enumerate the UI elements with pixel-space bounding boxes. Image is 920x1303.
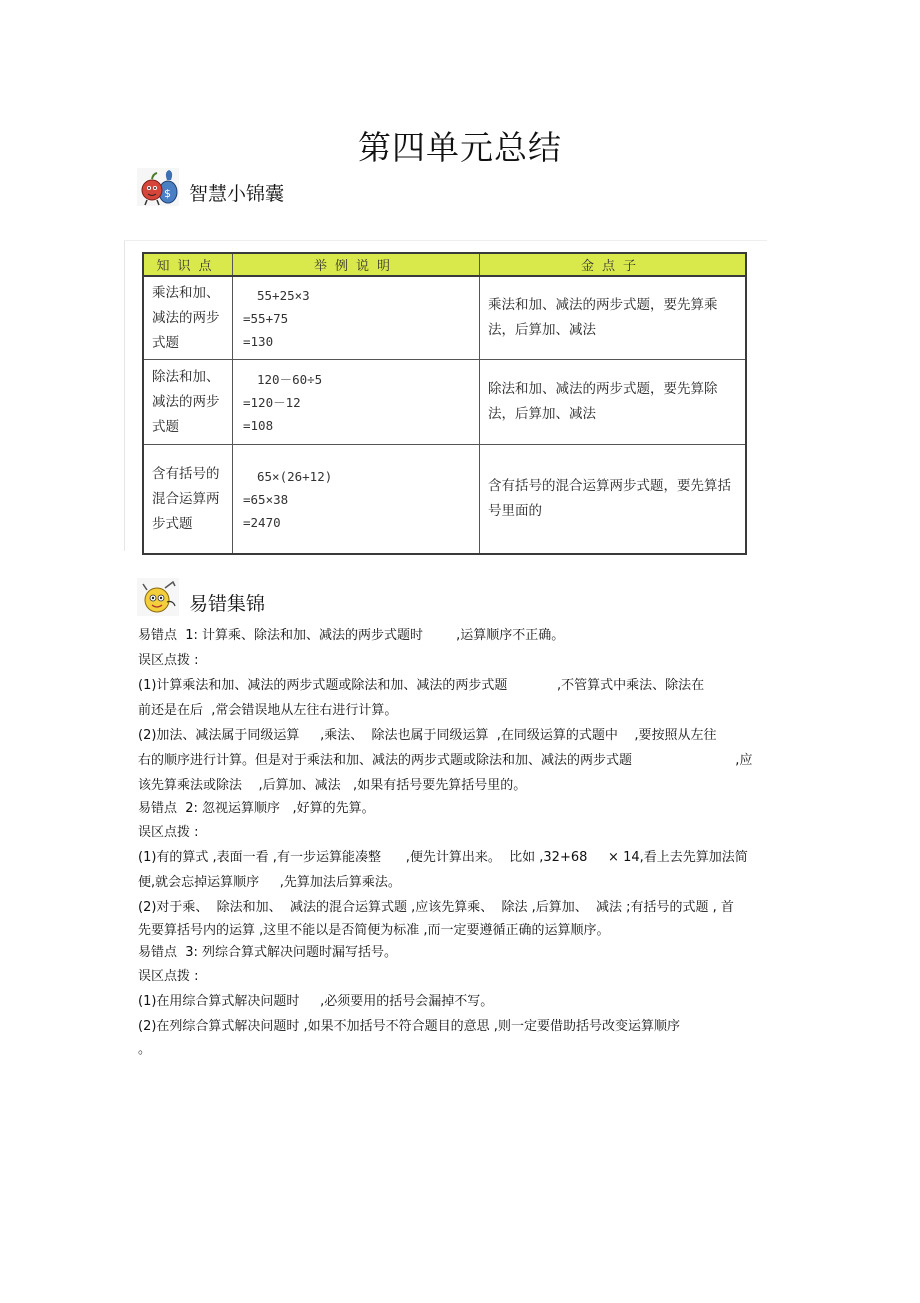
header-example: 举例说明 [233,253,480,276]
body-line: 先要算括号内的运算 ,这里不能以是否简便为标准 ,而一定要遵循正确的运算顺序。 [138,923,610,938]
example-cell [233,360,480,445]
example-line: =55+75 [243,310,289,326]
body-line: (1)在用综合算式解决问题时 ,必须要用的括号会漏掉不写。 [138,994,494,1009]
body-line: (2)在列综合算式解决问题时 ,如果不加括号不符合题目的意思 ,则一定要借助括号改变运算顺序 [138,1019,680,1034]
tip-cell: 乘法和加、减法的两步式题，要先算乘法，后算加、减法 [480,276,747,360]
section-heading-mistakes [137,576,265,616]
section-heading-tips-label: 智慧小锦囊 [189,183,285,205]
body-line: 误区点拨 : [138,969,199,984]
body-line: (2)对于乘、 除法和加、 减法的混合运算式题 ,应该先算乘、 除法 ,后算加、 减法 ;有括号的式题 , 首 [138,900,734,915]
example-line: =2470 [243,514,281,530]
section-heading-tips [137,166,284,206]
table-row [143,445,746,555]
body-line: (1)有的算式 ,表面一看 ,有一步运算能凑整 ,便先计算出来。 比如 ,32+68 × 14,看上去先算加法简 [138,850,748,865]
header-golden-tip: 金点子 [480,253,747,276]
example-line: 120－60÷5 [257,371,323,387]
body-line: 误区点拨 : [138,653,199,668]
body-line: 易错点 2: 忽视运算顺序 ,好算的先算。 [138,801,375,816]
body-line: 右的顺序进行计算。但是对于乘法和加、减法的两步式题或除法和加、减法的两步式题 ,应 [138,753,753,768]
body-line: 该先算乘法或除法 ,后算加、减法 ,如果有括号要先算括号里的。 [138,778,527,793]
knowledge-point-cell: 乘法和加、减法的两步式题 [143,276,233,360]
example-line: =65×38 [243,491,289,507]
example-line: 65×(26+12) [257,468,333,484]
example-cell [233,276,480,360]
table-row [143,276,746,360]
knowledge-table [142,252,747,555]
body-line: 便,就会忘掉运算顺序 ,先算加法后算乘法。 [138,875,401,890]
example-line: =130 [243,333,274,349]
example-line: =120－12 [243,394,301,410]
body-line: 。 [138,1042,152,1057]
body-line: 易错点 1: 计算乘、除法和加、减法的两步式题时 ,运算顺序不正确。 [138,628,565,643]
header-knowledge-point: 知识点 [143,253,233,276]
knowledge-point-cell: 含有括号的混合运算两步式题 [143,445,233,555]
tip-cell: 含有括号的混合运算两步式题，要先算括号里面的 [480,445,747,555]
section-heading-mistakes-label: 易错集锦 [189,593,266,615]
tip-cell: 除法和加、减法的两步式题，要先算除法，后算加、减法 [480,360,747,445]
mistakes-body [138,623,788,1061]
cartoon-face-icon [137,578,179,616]
page-title: 第四单元总结 [358,128,562,167]
body-line: 误区点拨 : [138,825,199,840]
table-row [143,360,746,445]
knowledge-point-cell: 除法和加、减法的两步式题 [143,360,233,445]
body-line: (1)计算乘法和加、减法的两步式题或除法和加、减法的两步式题 ,不管算式中乘法、除法在 [138,678,705,693]
body-line: 前还是在后 ,常会错误地从左往右进行计算。 [138,703,398,718]
table-header-row [143,253,746,276]
example-line: 55+25×3 [257,287,310,303]
example-line: =108 [243,417,274,433]
svg-text:$: $ [164,187,171,200]
example-cell [233,445,480,555]
knowledge-table-frame [124,240,767,551]
body-line: 易错点 3: 列综合算式解决问题时漏写括号。 [138,945,398,960]
body-line: (2)加法、减法属于同级运算 ,乘法、 除法也属于同级运算 ,在同级运算的式题中 ,要按照从左往 [138,728,717,743]
apple-bag-icon [137,168,179,206]
